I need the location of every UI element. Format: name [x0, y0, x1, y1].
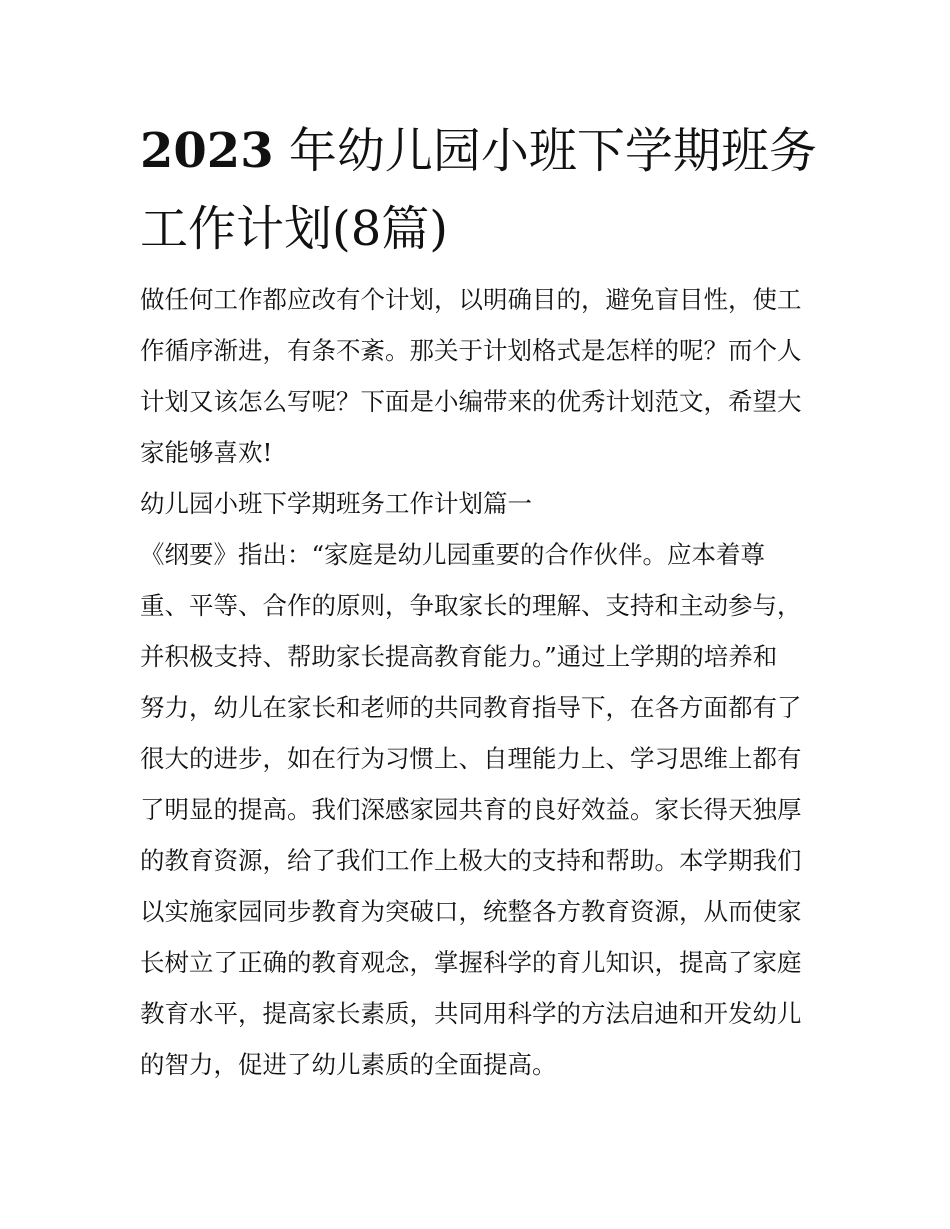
paragraph-line: 的智力，促进了幼儿素质的全面提高。 [140, 1050, 557, 1079]
paragraph-line: 努力，幼儿在家长和老师的共同教育指导下，在各方面都有了 [140, 693, 802, 722]
paragraph-line: 的教育资源，给了我们工作上极大的支持和帮助。本学期我们 [140, 846, 802, 875]
title-text: 年幼儿园小班下学期班务 [273, 123, 817, 179]
title-year: 2023 [140, 123, 274, 179]
title-line: 工作计划(8篇) [140, 201, 448, 257]
paragraph-line: 以实施家园同步教育为突破口，统整各方教育资源，从而使家 [140, 897, 802, 926]
document-body [140, 274, 830, 1090]
paragraph-line: 重、平等、合作的原则，争取家长的理解、支持和主动参与， [140, 591, 802, 620]
paragraph-line: 教育水平，提高家长素质，共同用科学的方法启迪和开发幼儿 [140, 999, 802, 1028]
paragraph-line: 《纲要》指出：“家庭是幼儿园重要的合作伙伴。应本着尊 [140, 540, 766, 569]
paragraph-line: 并积极支持、帮助家长提高教育能力。”通过上学期的培养和 [140, 642, 778, 671]
intro-line: 作循序渐进，有条不紊。那关于计划格式是怎样的呢？而个人 [140, 336, 802, 365]
paragraph-line: 很大的进步，如在行为习惯上、自理能力上、学习思维上都有 [140, 744, 802, 773]
document-title [140, 112, 840, 268]
paragraph-line: 长树立了正确的教育观念，掌握科学的育儿知识，提高了家庭 [140, 948, 802, 977]
title-line [140, 112, 840, 190]
paragraph-line: 了明显的提高。我们深感家园共育的良好效益。家长得天独厚 [140, 795, 802, 824]
intro-line: 计划又该怎么写呢？下面是小编带来的优秀计划范文，希望大 [140, 387, 802, 416]
intro-line: 做任何工作都应改有个计划，以明确目的，避免盲目性，使工 [140, 285, 802, 314]
intro-line: 家能够喜欢! [140, 438, 273, 467]
section-heading: 幼儿园小班下学期班务工作计划篇一 [140, 489, 532, 518]
